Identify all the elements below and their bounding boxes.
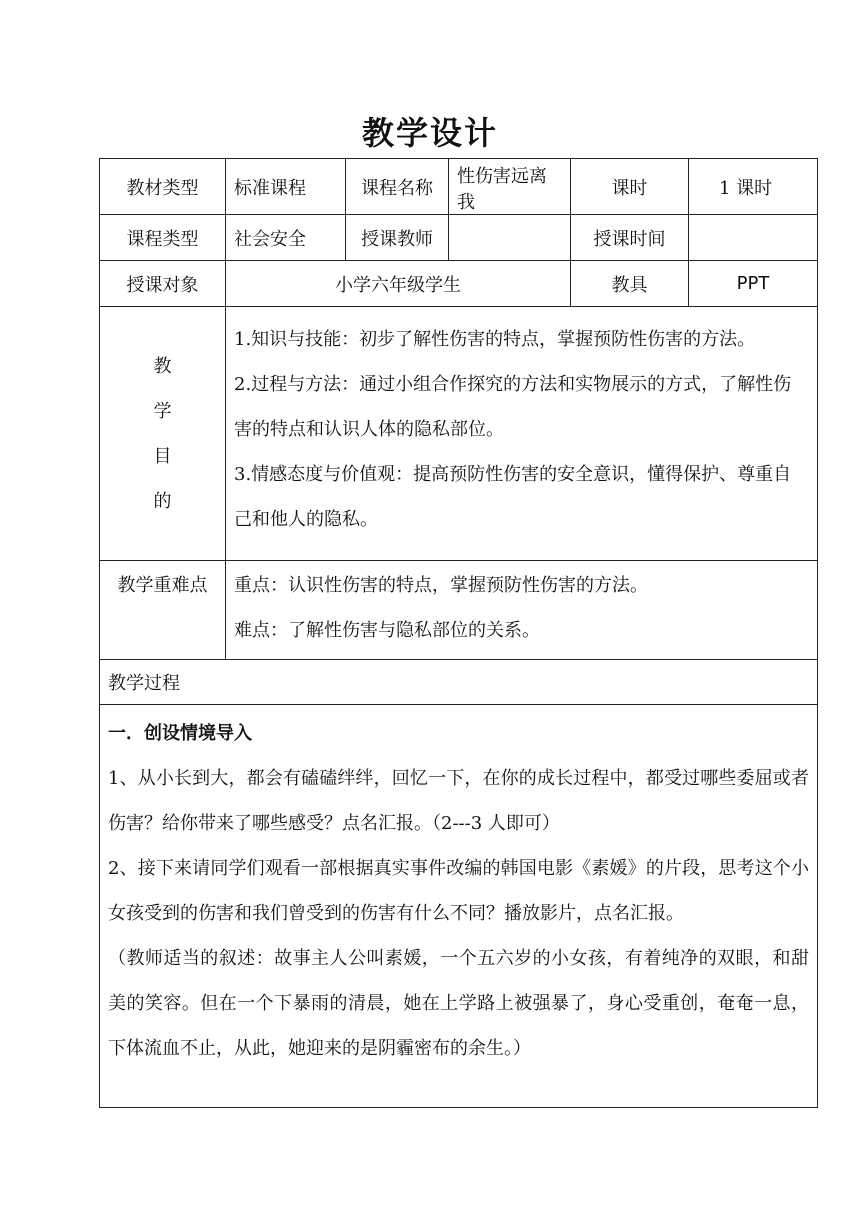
material-type-label: 教材类型: [100, 159, 226, 215]
audience-value: 小学六年级学生: [226, 261, 571, 307]
teacher-label: 授课教师: [346, 215, 449, 261]
objectives-label-char: 教: [153, 355, 172, 377]
lesson-plan-table: [99, 158, 818, 1108]
process-paragraph: （教师适当的叙述：故事主人公叫素媛，一个五六岁的小女孩，有着纯净的双眼，和甜美的笑容。但在一个下暴雨的清晨，她在上学路上被强暴了，身心受重创，奄奄一息，下体流血不止，从此，她迎来的是阴霾密布的余生。）: [108, 948, 809, 1059]
section-title: 一．创设情境导入: [108, 723, 252, 744]
time-label: 授课时间: [571, 215, 689, 261]
objectives-label-char: 目: [153, 445, 172, 467]
teacher-value: [449, 215, 571, 261]
tools-label: 教具: [571, 261, 689, 307]
course-type-value: 社会安全: [226, 215, 346, 261]
table-row: [100, 159, 818, 215]
hours-label: 课时: [571, 159, 689, 215]
page-title: 教学设计: [361, 114, 498, 152]
objective-item: 1.知识与技能：初步了解性伤害的特点，掌握预防性伤害的方法。: [234, 329, 756, 350]
objective-item: 3.情感态度与价值观：提高预防性伤害的安全意识，懂得保护、尊重自己和他人的隐私。: [234, 464, 792, 530]
process-header-row: [100, 660, 818, 705]
process-section-row: [100, 705, 818, 1108]
process-paragraph: 2、接下来请同学们观看一部根据真实事件改编的韩国电影《素媛》的片段，思考这个小女孩受到的伤害和我们曾受到的伤害有什么不同？播放影片，点名汇报。: [108, 858, 809, 924]
objectives-row: [100, 307, 818, 561]
key-points-content: [226, 561, 818, 660]
course-type-label: 课程类型: [100, 215, 226, 261]
key-points-row: [100, 561, 818, 660]
material-type-value: 标准课程: [226, 159, 346, 215]
course-name-value: 性伤害远离我: [449, 159, 571, 215]
key-point-item: 重点：认识性伤害的特点，掌握预防性伤害的方法。: [234, 575, 648, 596]
objectives-label: [100, 307, 226, 561]
hours-value: 1 课时: [689, 159, 818, 215]
objectives-label-char: 的: [153, 490, 172, 512]
course-name-label: 课程名称: [346, 159, 449, 215]
table-row: [100, 215, 818, 261]
audience-label: 授课对象: [100, 261, 226, 307]
time-value: [689, 215, 818, 261]
process-paragraph: 1、从小长到大，都会有磕磕绊绊，回忆一下，在你的成长过程中，都受过哪些委屈或者伤害？给你带来了哪些感受？点名汇报。（2---3 人即可）: [108, 768, 809, 834]
objectives-content: [226, 307, 818, 561]
objective-item: 2.过程与方法：通过小组合作探究的方法和实物展示的方式，了解性伤害的特点和认识人体的隐私部位。: [234, 374, 792, 440]
tools-value: PPT: [689, 261, 818, 307]
key-point-item: 难点：了解性伤害与隐私部位的关系。: [234, 620, 540, 641]
process-section: [100, 705, 818, 1108]
process-label: 教学过程: [100, 660, 818, 705]
objectives-label-char: 学: [153, 400, 172, 422]
key-points-label: 教学重难点: [100, 561, 226, 660]
table-row: [100, 261, 818, 307]
